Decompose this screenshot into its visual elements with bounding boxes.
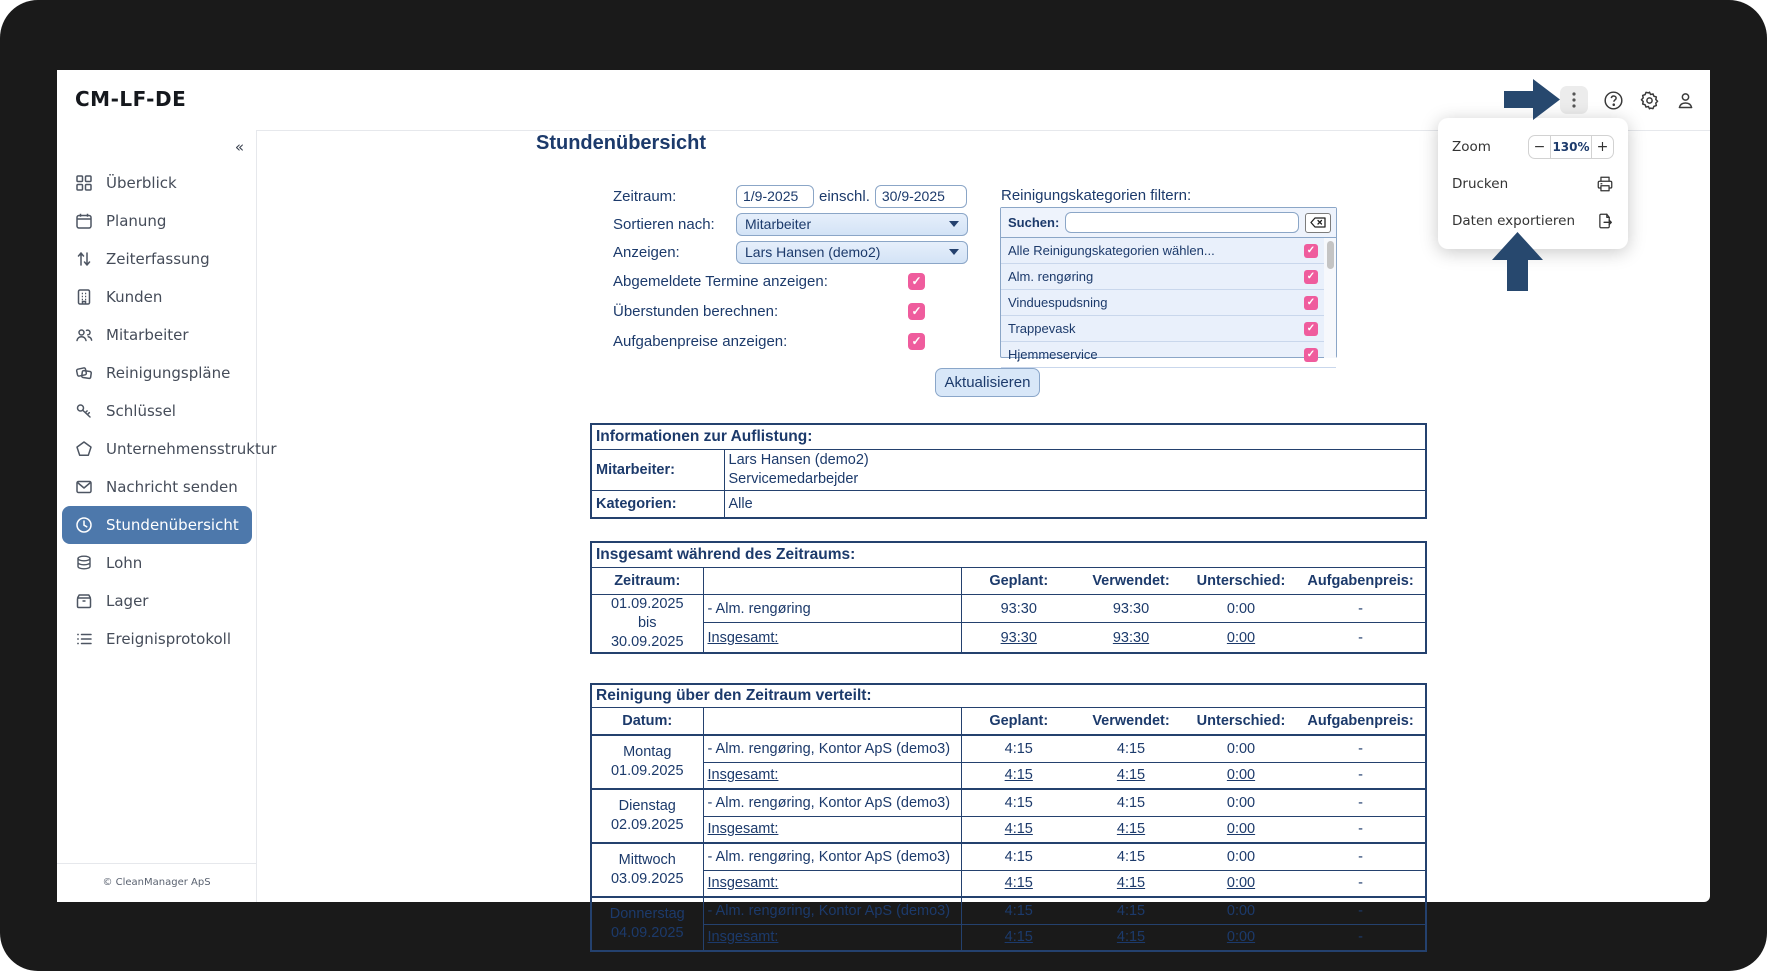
sidebar-item-kunden[interactable] — [62, 278, 252, 316]
sidebar-item-label: Lohn — [106, 554, 143, 572]
pentagon-home-icon — [75, 440, 93, 458]
people-icon — [75, 326, 93, 344]
category-list — [1001, 238, 1336, 362]
sidebar-nav — [62, 164, 277, 658]
key-icon — [75, 402, 93, 420]
annotation-arrow-up — [1492, 232, 1543, 291]
sidebar — [57, 130, 277, 902]
sidebar-item-label: Mitarbeiter — [106, 326, 189, 344]
category-checkbox[interactable] — [1304, 322, 1318, 336]
zoom-out-button[interactable]: − — [1533, 138, 1546, 155]
signedoff-label: Abgemeldete Termine anzeigen: — [613, 272, 828, 290]
overtime-label: Überstunden berechnen: — [613, 302, 779, 320]
sidebar-item-reinigungsplaene[interactable] — [62, 354, 252, 392]
daily-table-title: Reinigung über den Zeitraum verteilt: — [591, 684, 1426, 708]
settings-button[interactable] — [1639, 90, 1660, 111]
table-row: Mittwoch 03.09.2025 - Alm. rengøring, Kontor ApS (demo3) 4:15 4:15 0:00 - — [591, 843, 1426, 870]
page-title: Stundenübersicht — [536, 132, 707, 154]
signedoff-checkbox[interactable] — [908, 273, 925, 290]
sidebar-item-lager[interactable] — [62, 582, 252, 620]
taskprice-checkbox[interactable] — [908, 333, 925, 350]
filter-label: Reinigungskategorien filtern: — [1001, 187, 1192, 204]
zoom-in-button[interactable]: + — [1596, 138, 1609, 155]
building-icon — [75, 288, 93, 306]
coins-icon — [75, 554, 93, 572]
scrollbar-thumb[interactable] — [1327, 241, 1334, 269]
category-item[interactable]: Hjemmeservice ✓ — [1001, 342, 1336, 368]
search-label: Suchen: — [1008, 215, 1060, 230]
search-row — [1001, 208, 1336, 238]
info-table — [590, 423, 1427, 519]
category-checkbox[interactable] — [1304, 244, 1318, 258]
table-header-row: Datum: Geplant: Verwendet: Unterschied: Aufgabenpreis: — [591, 708, 1426, 736]
table-total-row: Insgesamt: 4:15 4:15 0:00 - — [591, 870, 1426, 897]
menu-zoom-row — [1452, 128, 1614, 165]
table-header-row: Zeitraum: Geplant: Verwendet: Unterschied: Aufgabenpreis: — [591, 568, 1426, 595]
sidebar-item-lohn[interactable] — [62, 544, 252, 582]
table-total-row: Insgesamt: 4:15 4:15 0:00 - — [591, 762, 1426, 789]
sidebar-item-stundenuebersicht[interactable] — [62, 506, 252, 544]
daily-table — [590, 683, 1427, 952]
sidebar-item-planung[interactable] — [62, 202, 252, 240]
sidebar-item-ereignisprotokoll[interactable] — [62, 620, 252, 658]
search-input[interactable] — [1065, 212, 1299, 233]
category-checkbox[interactable] — [1304, 270, 1318, 284]
export-icon — [1596, 212, 1614, 230]
show-dropdown[interactable]: Lars Hansen (demo2) — [736, 241, 968, 264]
envelope-icon — [75, 478, 93, 496]
table-row: Dienstag 02.09.2025 - Alm. rengøring, Kontor ApS (demo3) 4:15 4:15 0:00 - — [591, 789, 1426, 816]
list-scrollbar — [1324, 238, 1336, 358]
zoom-label: Zoom — [1452, 138, 1491, 155]
copyright-footer: © CleanManager ApS — [57, 863, 256, 902]
sidebar-item-label: Nachricht senden — [106, 478, 238, 496]
printer-icon — [1596, 175, 1614, 193]
table-row: Montag 01.09.2025 - Alm. rengøring, Kontor ApS (demo3) 4:15 4:15 0:00 - — [591, 735, 1426, 762]
sort-label: Sortieren nach: — [613, 215, 715, 233]
cards-icon — [75, 364, 93, 382]
print-label: Drucken — [1452, 175, 1509, 192]
sidebar-item-label: Kunden — [106, 288, 163, 306]
kebab-icon — [1572, 92, 1576, 108]
taskprice-label: Aufgabenpreise anzeigen: — [613, 332, 788, 350]
export-label: Daten exportieren — [1452, 212, 1576, 229]
date-to-input[interactable] — [875, 185, 967, 208]
sidebar-item-label: Lager — [106, 592, 149, 610]
zeitraum-label: Zeitraum: — [613, 187, 677, 205]
table-total-row: Insgesamt: 93:30 93:30 0:00 - — [591, 623, 1426, 653]
category-item[interactable]: Trappevask ✓ — [1001, 316, 1336, 342]
chevron-down-icon — [949, 249, 959, 255]
sidebar-item-label: Stundenübersicht — [106, 516, 239, 534]
up-down-arrows-icon — [75, 250, 93, 268]
overtime-checkbox[interactable] — [908, 303, 925, 320]
more-menu-dropdown — [1438, 118, 1628, 249]
package-icon — [75, 592, 93, 610]
update-button[interactable]: Aktualisieren — [935, 368, 1040, 397]
backspace-icon — [1310, 217, 1326, 228]
gear-icon — [1639, 90, 1660, 111]
zoom-stepper — [1528, 135, 1614, 159]
sidebar-item-label: Überblick — [106, 174, 177, 192]
category-item-all[interactable]: Alle Reinigungskategorien wählen... ✓ — [1001, 238, 1336, 264]
table-total-row: Insgesamt: 4:15 4:15 0:00 - — [591, 816, 1426, 843]
annotation-arrow-right — [1504, 78, 1561, 121]
app-title: CM-LF-DE — [75, 87, 187, 111]
category-item[interactable]: Alm. rengøring ✓ — [1001, 264, 1336, 290]
sidebar-item-label: Schlüssel — [106, 402, 176, 420]
clear-search-button[interactable] — [1305, 213, 1331, 233]
sidebar-item-label: Zeiterfassung — [106, 250, 210, 268]
info-table-title: Informationen zur Auflistung: — [591, 424, 1426, 450]
zoom-value: 130% — [1550, 136, 1592, 158]
app-window — [57, 70, 1710, 946]
date-from-input[interactable] — [736, 185, 814, 208]
sidebar-item-label: Planung — [106, 212, 167, 230]
totals-table — [590, 541, 1427, 654]
table-row: Mitarbeiter: Lars Hansen (demo2) Servicemedarbejder — [591, 450, 1426, 491]
dashboard-grid-icon — [75, 174, 93, 192]
sidebar-item-label: Unternehmensstruktur — [106, 440, 277, 458]
sidebar-item-nachricht-senden[interactable] — [62, 468, 252, 506]
table-row: 01.09.2025 bis 30.09.2025 - Alm. rengøring 93:30 93:30 0:00 - — [591, 595, 1426, 623]
totals-table-title: Insgesamt während des Zeitraums: — [591, 542, 1426, 568]
calendar-icon — [75, 212, 93, 230]
sidebar-item-unternehmensstruktur[interactable] — [62, 430, 277, 468]
einschl-label: einschl. — [819, 187, 870, 205]
help-button[interactable] — [1603, 90, 1624, 111]
category-checkbox[interactable] — [1304, 296, 1318, 310]
sidebar-item-zeiterfassung[interactable] — [62, 240, 252, 278]
table-row: Kategorien: Alle — [591, 491, 1426, 518]
clock-icon — [75, 516, 93, 534]
sort-dropdown[interactable]: Mitarbeiter — [736, 213, 968, 236]
table-total-row: Insgesamt: 4:15 4:15 0:00 - — [591, 924, 1426, 951]
sidebar-item-label: Ereignisprotokoll — [106, 630, 231, 648]
sidebar-collapse-button[interactable]: « — [234, 138, 244, 156]
table-row: Donnerstag 04.09.2025 - Alm. rengøring, Kontor ApS (demo3) 4:15 4:15 0:00 - — [591, 897, 1426, 924]
sidebar-item-label: Reinigungspläne — [106, 364, 231, 382]
account-button[interactable] — [1675, 90, 1696, 111]
sidebar-item-schluessel[interactable] — [62, 392, 252, 430]
more-menu-button[interactable] — [1560, 86, 1588, 114]
category-checkbox[interactable] — [1304, 348, 1318, 362]
sidebar-item-mitarbeiter[interactable] — [62, 316, 252, 354]
show-label: Anzeigen: — [613, 243, 680, 261]
menu-print-item[interactable] — [1452, 165, 1614, 202]
sidebar-item-ueberblick[interactable] — [62, 164, 252, 202]
help-icon — [1603, 90, 1624, 111]
category-item[interactable]: Vinduespudsning ✓ — [1001, 290, 1336, 316]
user-icon — [1675, 90, 1696, 111]
list-icon — [75, 630, 93, 648]
category-filter-box — [1000, 207, 1337, 362]
chevron-down-icon — [949, 221, 959, 227]
